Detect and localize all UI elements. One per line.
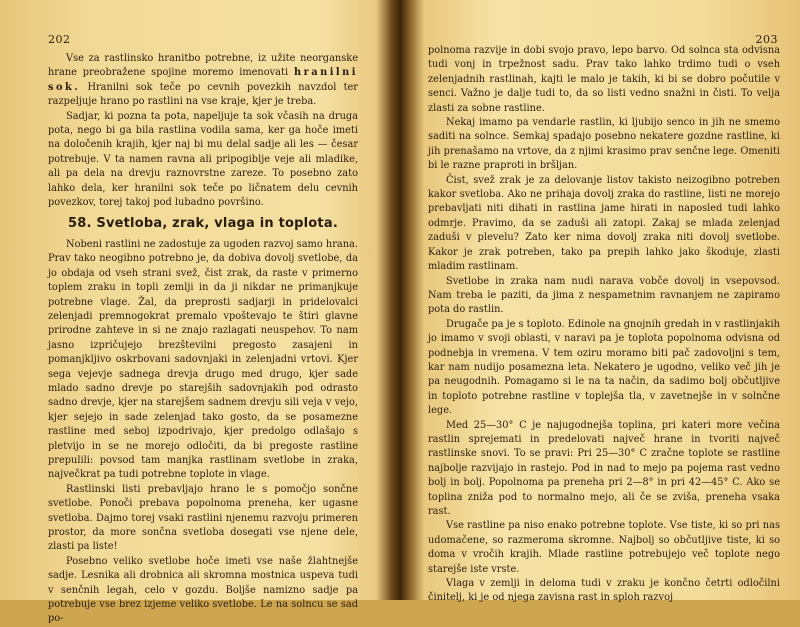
paragraph: Rastlinski listi prebavljajo hrano le s pomočjo sončne svetlobe. Ponoči prebava popolnoma preneha, ker ugasne svetloba. Dajmo torej vsaki rastlini njenemu razvoju primeren prostor, da more sončna svetloba dosegati vse njene dele, zlasti pa liste! [48, 483, 358, 553]
paragraph: Svetlobe in zraka nam nudi narava vobče dovolj in vsepovsod. Nam treba le paziti, da jima z nespametnim ravnanjem ne zapiramo pota do rastlin. [428, 275, 780, 316]
paragraph: Nekaj imamo pa vendarle rastlin, ki ljubijo senco in jih ne smemo saditi na solnce. Semkaj spadajo posebno nekatere gozdne rastline, ki jih prenašamo na vrtove, da z njimi krasimo prav senčne lege. Omeniti bi le razne praproti in bršljan. [428, 117, 780, 172]
paragraph: Vse rastline pa niso enako potrebne toplote. Vse tiste, ki so pri nas udomačene, so razmeroma skromne. Najbolj so občutljive tiste, ki so doma v vročih krajih. Mlade rastline potrebujejo več toplote nego starejše iste vrste. [428, 520, 780, 575]
section-heading: 58. Svetloba, zrak, vlaga in toplota. [68, 216, 338, 232]
paragraph: Nobeni rastlini ne zadostuje za ugoden razvoj samo hrana. Prav tako neogibno potrebno je, da dobiva dovolj svetlobe, da jo obdaja od vseh strani svež, čist zrak, da raste v primerno toplem zraku in topli zemlji in da ji nikdar ne primanjkuje potrebne vlage. Žal, da preprosti sadjarji in pridelovalci zelenjadi premnogokrat premalo vpoštevajo te štiri glavne prirodne zahteve in si ne znajo razlagati neuspehov. To nam jasno izpričujejo brezštevilni pregosto zasajeni in pomanjkljivo oskrbovani sadovnjaki in zelenjadni vrtovi. Kjer sega vejevje sadnega drevja drugo med drugo, kjer sade mlado sadno drevje po starejših sadovnjakih pod odrasto sadno drevje, kjer na starejšem sadnem drevju sili veja v vejo, kjer sejejo in sade zelenjad tako gosto, da se posamezne rastline med seboj izpodrivajo, kjer predolgo odlašajo s pletvijo in se ne morejo odločiti, da bi pregoste rastline prepulili: povsod tam manjka rastlinam svetlobe in zraka, največkrat pa tudi potrebne toplote in vlage. [48, 238, 358, 481]
paragraph: Vse za rastlinsko hranitbo potrebne, iz užite neorganske hrane preobražene spojine moremo imenovati hranilni sok. Hranilni sok teče po cevnih povezkih navzdol ter razpeljuje hrano po rastlini na vse kraje, kjer je treba. [48, 53, 358, 108]
paragraph: Čist, svež zrak je za delovanje listov takisto neizogibno potreben kakor svetloba. Ako ne prihaja dovolj zraka do rastline, listi ne morejo prebavljati niti dihati in rastlina jame hirati in naposled tudi lahko odmrje. Pravimo, da se zaduši ali zatopi. Zakaj se mlada zelenjad zaduši v plevelu? Zato ker nima dovolj zraka niti dovolj svetlobe. Kakor je zrak potreben, tako pa prepih lahko jako škoduje, zlasti mladim rastlinam. [428, 174, 780, 273]
paragraph: Med 25—30° C je najugodnejša toplina, pri kateri more večina rastlin sprejemati in predelovati največ hrane in tvoriti največ rastlinske snovi. To se pravi: Pri 25—30° C zračne toplotе se rastline najbolje razvijajo in rastejo. Pod in nad to mejo pa pojema rast vedno bolj in bolj. Popolnoma pa prenеha pri 2—8° in pri 42—45° C. Ako se toplina zniža pod to normalno mejo, ali če se zviša, preneha vsaka rast. [428, 419, 780, 517]
left-page [0, 0, 390, 625]
paragraph: Drugače pa je s toploto. Edinole na gnojnih gredah in v rastlinjakih jo imamo v svoji oblasti, v naravi pa je toplota popolnoma odvisna od podnebja in vremena. V tem oziru moramo biti pač zadovoljni s tem, kar nam nudijo posamezna leta. Nekatero je ugodno, veliko več jih je pa neugodnih. Pomagamo si le na ta način, da sadimo bolj občutljive in toploto potrebne rastline v toplejša tla, v zavetnejše in v solnčne lege. [428, 318, 780, 417]
right-page [410, 0, 800, 604]
paragraph: Posebno veliko svetlobe hoče imeti vse naše žlahtnejše sadje. Lesnika ali drobnica ali skromna mostnica uspeva tudi v senčnih legah, celo v gozdu. Boljše namizno sadje pa potrebuje vse brez izjeme veliko svetlobe. Le na solncu se sad po- [48, 555, 358, 625]
page-number: 203 [755, 33, 778, 46]
emphasized-term: hranilni sok. [48, 67, 358, 93]
paragraph: Vlaga v zemlji in deloma tudi v zraku je končno četrti odločilni činitelj, ki je od njega zavisna rast in sploh razvoj [428, 578, 780, 604]
paragraph: polnoma razvije in dobi svojo pravo, lepo barvo. Od solnca sta odvisna tudi vonj in trpežnost sadu. Prav tako lahko trdimo tudi o vseh zelenjadnih rastlinah, kajti le malo je takih, ki bi se dobro počutile v senci. Važno je dalje tudi to, da so listi vedno snažni in čisti. To velja zlasti za sobne rastline. [428, 45, 780, 114]
text-column [48, 52, 358, 627]
page-number: 202 [48, 33, 71, 46]
paragraph: Sadjar, ki pozna ta pota, napeljuje ta sok včasih na druga pota, nego bi ga bila rastlina vodila sama, ker ga hoče imeti na določenih krajih, kjer naj bi mu delal sadje ali les — česar potrebuje. V ta namen ravna ali pripogiblje veje ali mladike, ali pa dela na drevju raznovrstne zareze. To posebno zato lahko dela, ker hranilni sok teče po ličnatem delu cevnih povezkov, torej takoj pod lubadno površino. [48, 110, 358, 209]
text-column [428, 44, 780, 606]
